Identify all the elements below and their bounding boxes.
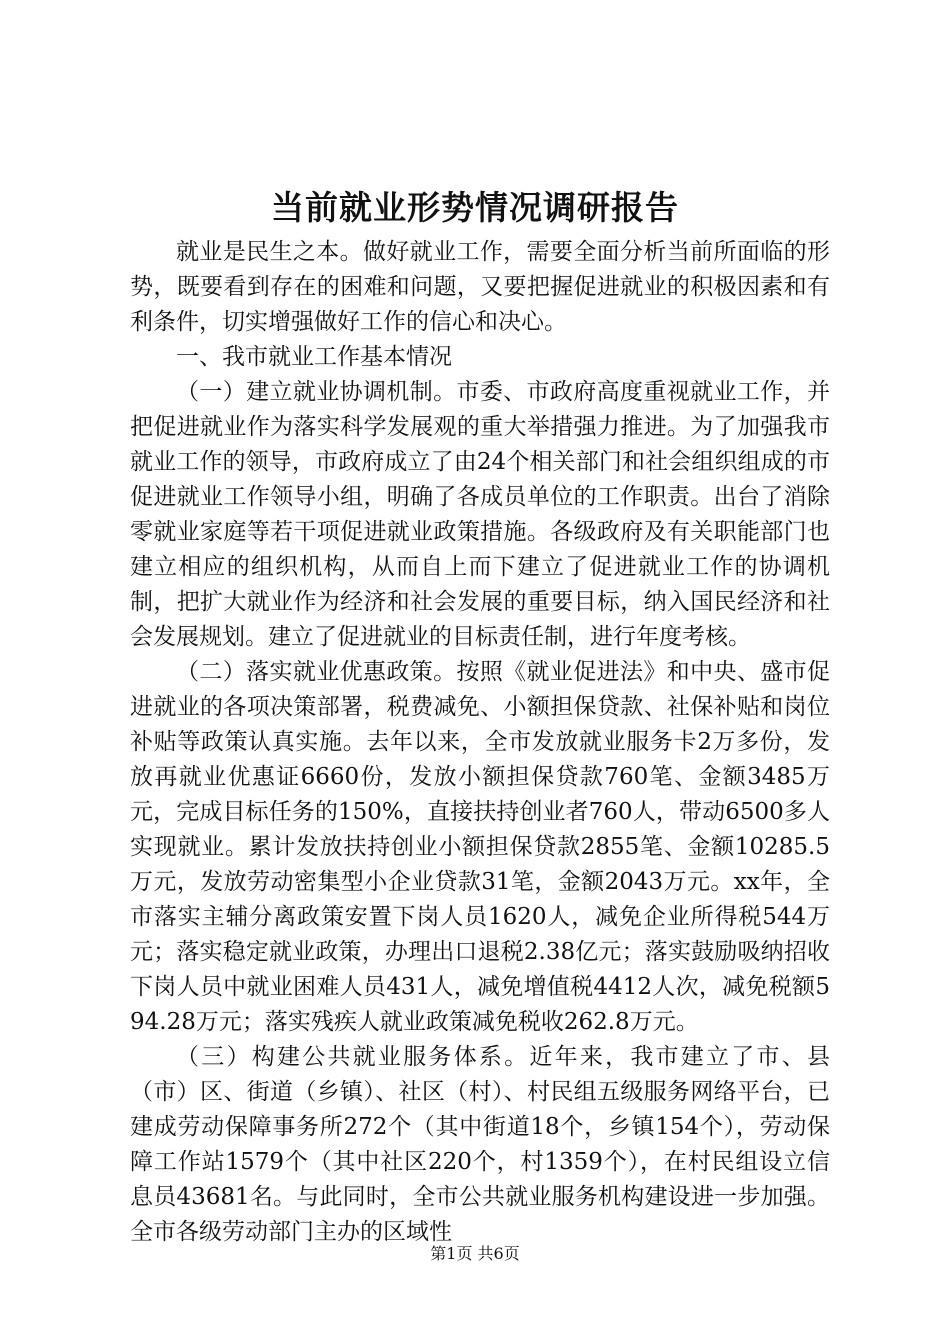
page-footer: 第1页 共6页 — [430, 1244, 520, 1263]
paragraph-service-system: （三）构建公共就业服务体系。近年来，我市建立了市、县（市）区、街道（乡镇）、社区（村）、村民组五级服务网络平台，已建成劳动保障事务所272个（其中街道18个，乡镇154个），劳动保障工作站1579个（其中社区220个，村1359个），在村民组设立信息员43681名。与此同时，全市公共就业服务机构建设进一步加强。全市各级劳动部门主办的区域性 — [130, 1044, 830, 1245]
section-heading: 一、我市就业工作基本情况 — [176, 344, 452, 370]
paragraph-intro: 就业是民生之本。做好就业工作，需要全面分析当前所面临的形势，既要看到存在的困难和问题，又要把握促进就业的积极因素和有利条件，切实增强做好工作的信心和决心。 — [130, 239, 830, 335]
paragraph-coordination: （一）建立就业协调机制。市委、市政府高度重视就业工作，并把促进就业作为落实科学发展观的重大举措强力推进。为了加强我市就业工作的领导，市政府成立了由24个相关部门和社会组织组成的市促进就业工作领导小组，明确了各成员单位的工作职责。出台了消除零就业家庭等若干项促进就业政策措施。各级政府及有关职能部门也建立相应的组织机构，从而自上而下建立了促进就业工作的协调机制，把扩大就业作为经济和社会发展的重要目标，纳入国民经济和社会发展规划。建立了促进就业的目标责任制，进行年度考核。 — [130, 379, 830, 650]
paragraph-policy: （二）落实就业优惠政策。按照《就业促进法》和中央、盛市促进就业的各项决策部署，税费减免、小额担保贷款、社保补贴和岗位补贴等政策认真实施。去年以来，全市发放就业服务卡2万多份，发放再就业优惠证6660份，发放小额担保贷款760笔、金额3485万元，完成目标任务的150%，直接扶持创业者760人，带动6500多人实现就业。累计发放扶持创业小额担保贷款2855笔、金额10285.5万元，发放劳动密集型小企业贷款31笔，金额2043万元。xx年，全市落实主辅分离政策安置下岗人员1620人，减免企业所得税544万元；落实稳定就业政策，办理出口退税2.38亿元；落实鼓励吸纳招收下岗人员中就业困难人员431人，减免增值税4412人次，减免税额594.28万元；落实残疾人就业政策减免税收262.8万元。 — [130, 659, 830, 1035]
document-body — [130, 235, 830, 1250]
document-title: 当前就业形势情况调研报告 — [271, 188, 679, 227]
